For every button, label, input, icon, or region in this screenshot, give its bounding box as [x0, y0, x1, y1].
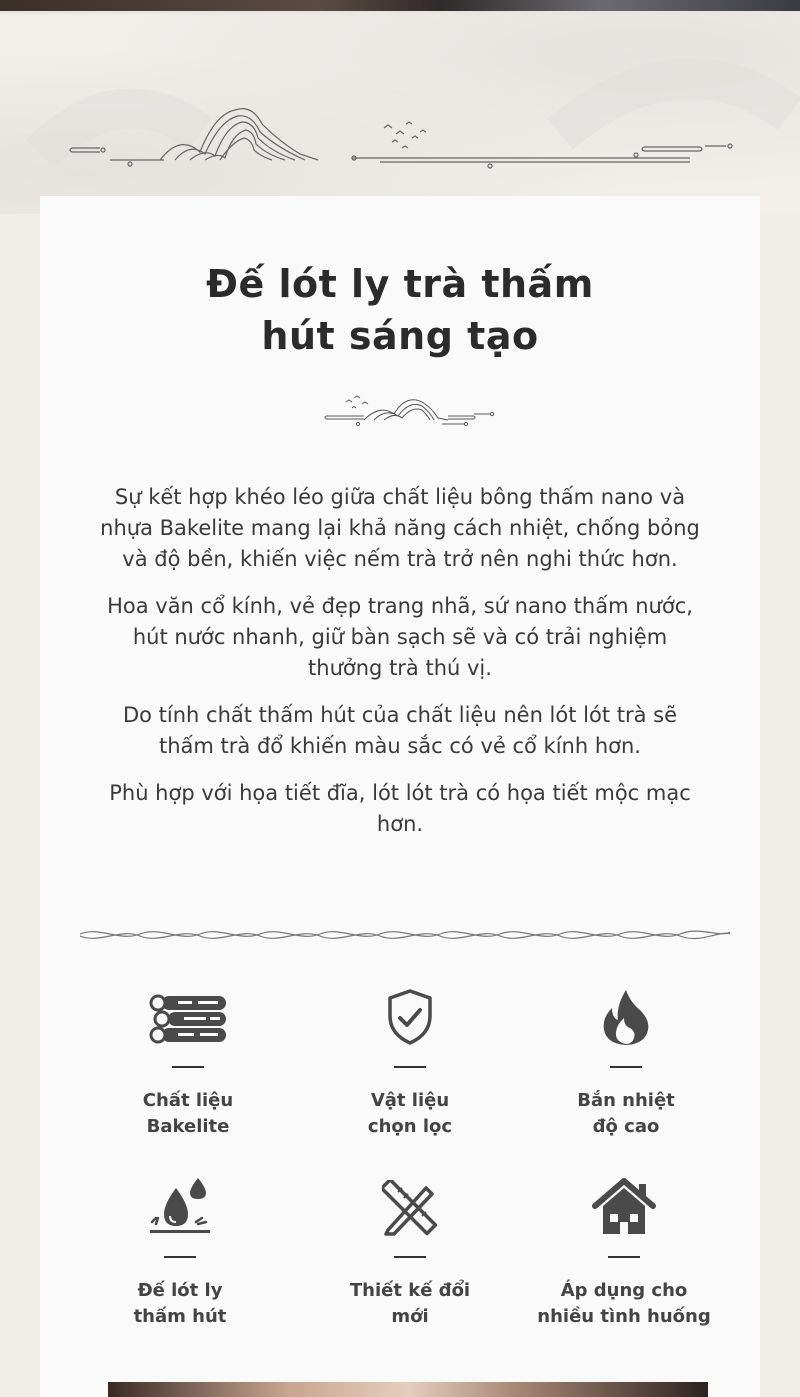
feature-label-line: chọn lọc — [367, 1116, 453, 1137]
feature-rule — [610, 1066, 642, 1068]
feature-item — [310, 1176, 510, 1330]
feature-rule — [394, 1066, 426, 1068]
mountain-landscape-banner — [0, 14, 800, 214]
feature-label-line: Bakelite — [146, 1116, 230, 1137]
feature-rule — [172, 1066, 204, 1068]
feature-item — [310, 986, 510, 1140]
description-paragraph: Sự kết hợp khéo léo giữa chất liệu bông thấm nano và nhựa Bakelite mang lại khả năng cách nhiệt, chống bỏng và độ bền, khiến việc nếm trà trở nên nghi thức hơn. — [100, 485, 700, 571]
feature-rule — [608, 1256, 640, 1258]
feature-label-line: độ cao — [592, 1116, 660, 1137]
feature-label-line: Đế lót ly — [137, 1280, 223, 1301]
content-card — [40, 196, 760, 1397]
description-paragraph: Do tính chất thấm hút của chất liệu nên lót lót trà sẽ thấm trà đổ khiến màu sắc có vẻ cổ kính hơn. — [122, 703, 678, 758]
mountain-line-art — [0, 14, 800, 214]
feature-rule — [394, 1256, 426, 1258]
feature-label — [310, 1278, 510, 1330]
feature-rule — [164, 1256, 196, 1258]
title-line-1: Đế lót ly trà thấm — [206, 262, 594, 306]
feature-label — [88, 1088, 288, 1140]
wood-logs-icon — [148, 994, 228, 1046]
feature-item — [526, 986, 726, 1140]
feature-label-line: nhiều tình huống — [537, 1306, 711, 1327]
feature-label — [310, 1088, 510, 1140]
feature-label-line: Áp dụng cho — [560, 1280, 688, 1301]
feature-label-line: Chất liệu — [142, 1090, 234, 1111]
feature-label-line: Bắn nhiệt — [577, 1090, 675, 1111]
bottom-product-photo-edge — [108, 1382, 708, 1397]
description-paragraph: Phù hợp với họa tiết đĩa, lót lót trà có họa tiết mộc mạc hơn. — [109, 781, 691, 836]
shield-check-icon — [386, 988, 434, 1046]
feature-label — [524, 1278, 724, 1330]
house-icon — [591, 1178, 657, 1236]
title-line-2: hút sáng tạo — [261, 314, 539, 358]
pencil-ruler-icon — [382, 1180, 438, 1236]
feature-label-line: Vật liệu — [370, 1090, 450, 1111]
wave-divider-ornament — [80, 922, 730, 946]
feature-item — [80, 1176, 280, 1330]
flame-icon — [600, 988, 652, 1046]
feature-item — [88, 986, 288, 1140]
feature-label-line: thấm hút — [133, 1306, 227, 1327]
mountain-divider-ornament — [324, 392, 496, 432]
feature-label — [526, 1088, 726, 1140]
feature-label-line: mới — [391, 1306, 429, 1327]
page-title — [40, 258, 760, 362]
feature-label-line: Thiết kế đổi — [349, 1280, 471, 1301]
feature-label — [80, 1278, 280, 1330]
description-text — [100, 482, 700, 856]
description-paragraph: Hoa văn cổ kính, vẻ đẹp trang nhã, sứ nano thấm nước, hút nước nhanh, giữ bàn sạch sẽ và có trải nghiệm thưởng trà thú vị. — [107, 594, 693, 680]
feature-item — [524, 1176, 724, 1330]
water-drops-icon — [148, 1176, 212, 1236]
top-product-photo-edge — [0, 0, 800, 14]
